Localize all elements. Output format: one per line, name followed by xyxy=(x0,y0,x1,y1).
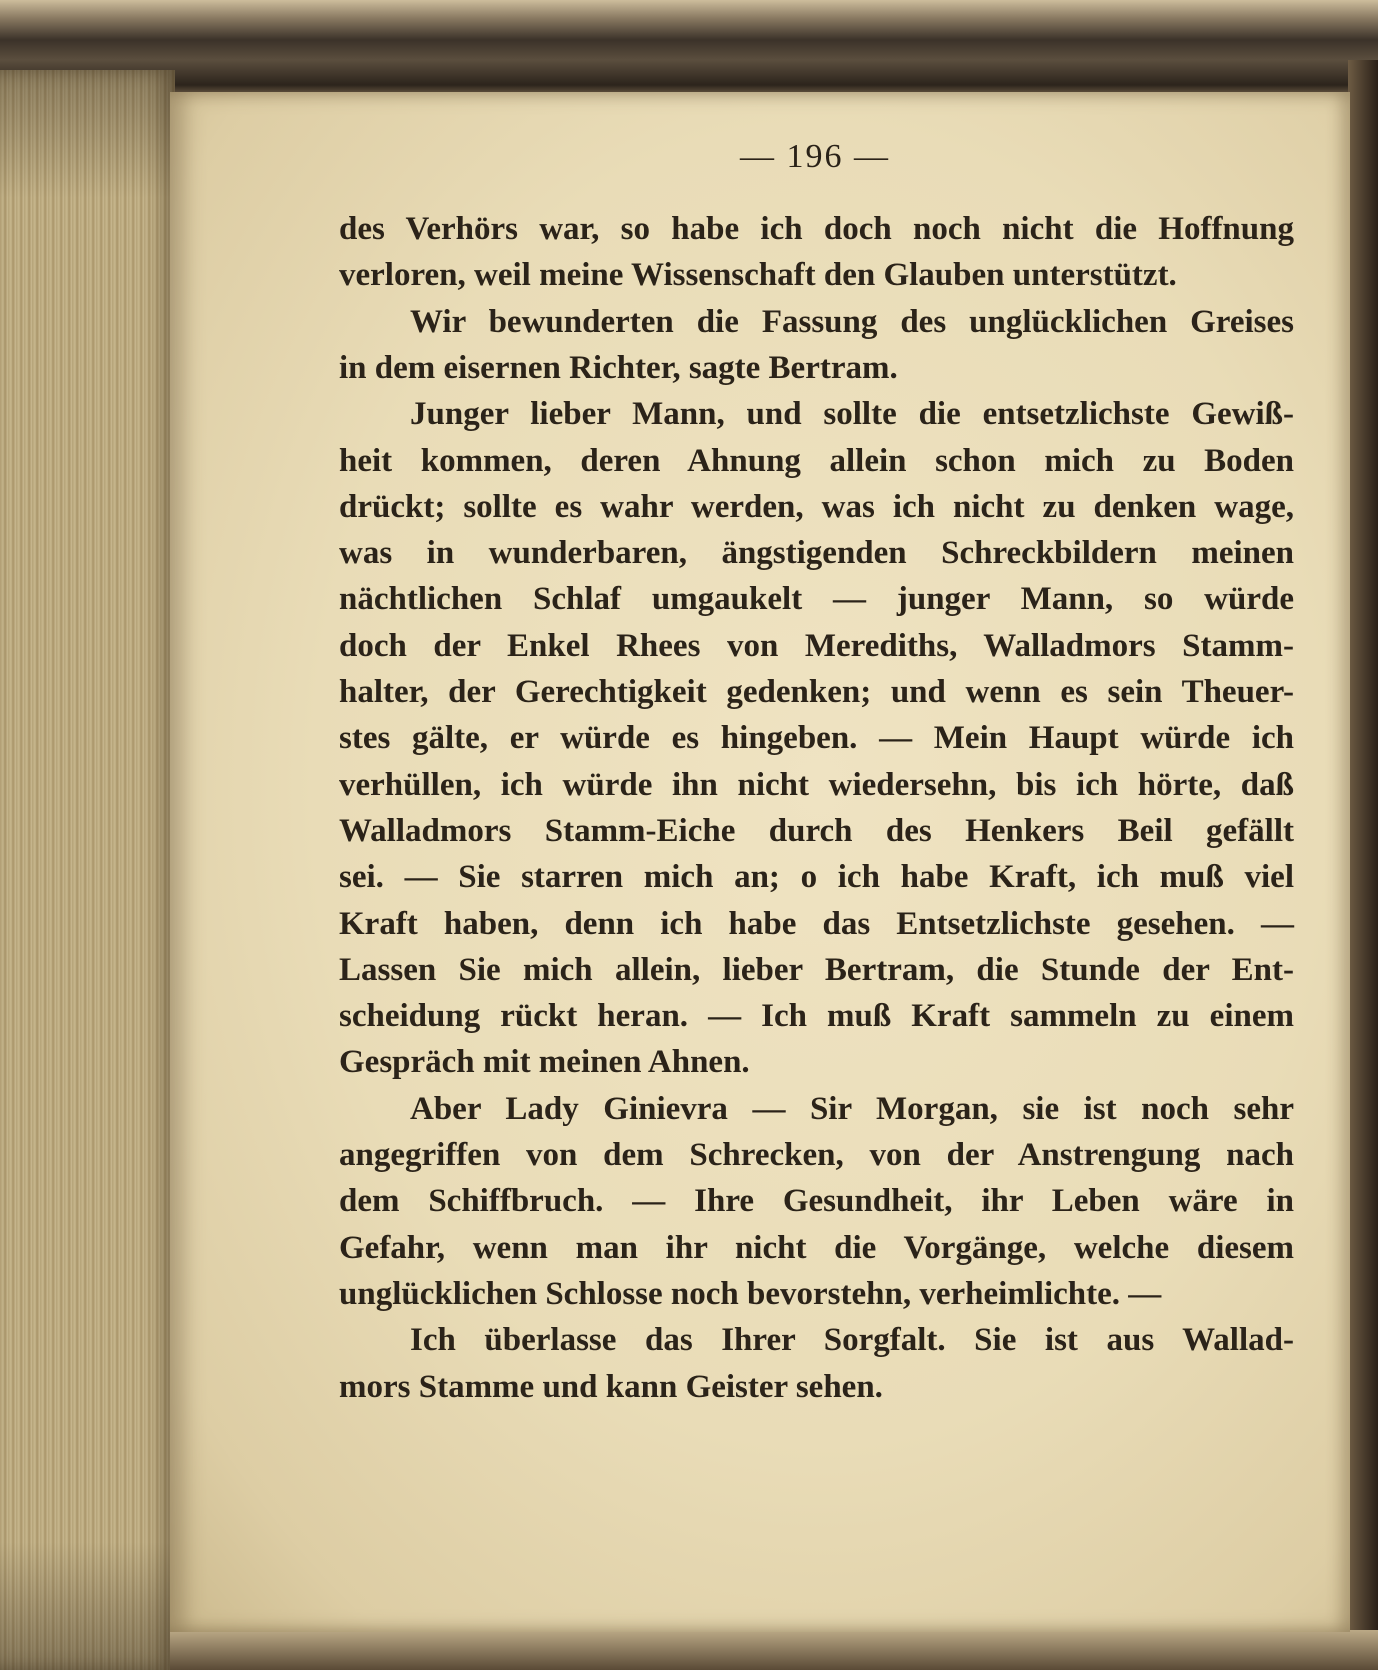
text-line: Ich überlasse das Ihrer Sorgfalt. Sie ist aus Wallad- xyxy=(410,1322,1294,1359)
page-number: — 196 — xyxy=(740,138,890,175)
text-line: verloren, weil meine Wissenschaft den Glauben unterstützt. xyxy=(339,257,1177,294)
text-line: Lassen Sie mich allein, lieber Bertram, die Stunde der Ent- xyxy=(339,951,1294,988)
text-line: doch der Enkel Rhees von Merediths, Walladmors Stamm- xyxy=(339,627,1294,664)
text-line: verhüllen, ich würde ihn nicht wiedersehn, bis ich hörte, daß xyxy=(339,766,1294,803)
book-bottom-edge xyxy=(170,1630,1378,1670)
text-line: drückt; sollte es wahr werden, was ich nicht zu denken wage, xyxy=(339,488,1294,525)
book-binding xyxy=(0,0,1378,95)
text-line: des Verhörs war, so habe ich doch noch nicht die Hoffnung xyxy=(339,211,1294,247)
text-line: mors Stamme und kann Geister sehen. xyxy=(339,1368,883,1405)
text-line: Gefahr, wenn man ihr nicht die Vorgänge, welche diesem xyxy=(339,1229,1294,1266)
text-line: nächtlichen Schlaf umgaukelt — junger Mann, so würde xyxy=(339,581,1294,618)
text-line: Gespräch mit meinen Ahnen. xyxy=(339,1044,750,1081)
text-line: dem Schiffbruch. — Ihre Gesundheit, ihr Leben wäre in xyxy=(339,1183,1294,1220)
text-line: sei. — Sie starren mich an; o ich habe Kraft, ich muß viel xyxy=(339,859,1294,896)
text-line: Junger lieber Mann, und sollte die entsetzlichste Gewiß- xyxy=(410,396,1294,433)
book-cover-edge xyxy=(1348,60,1378,1670)
text-line: stes gälte, er würde es hingeben. — Mein Haupt würde ich xyxy=(339,720,1294,757)
text-line: Aber Lady Ginievra — Sir Morgan, sie ist noch sehr xyxy=(410,1090,1294,1127)
text-line: Wir bewunderten die Fassung des unglücklichen Greises xyxy=(410,303,1294,340)
text-line: Kraft haben, denn ich habe das Entsetzlichste gesehen. — xyxy=(339,905,1294,942)
text-line: was in wunderbaren, ängstigenden Schreckbildern meinen xyxy=(339,535,1294,572)
text-line: heit kommen, deren Ahnung allein schon mich zu Boden xyxy=(339,442,1294,479)
text-line: in dem eisernen Richter, sagte Bertram. xyxy=(339,349,898,386)
text-line: Walladmors Stamm-Eiche durch des Henkers Beil gefällt xyxy=(339,812,1294,849)
text-line: angegriffen von dem Schrecken, von der Anstrengung nach xyxy=(339,1137,1294,1173)
page-edges-shade xyxy=(0,70,175,1670)
text-line: scheidung rückt heran. — Ich muß Kraft sammeln zu einem xyxy=(339,998,1294,1035)
text-line: halter, der Gerechtigkeit gedenken; und wenn es sein Theuer- xyxy=(339,674,1294,710)
text-line: unglücklichen Schlosse noch bevorstehn, verheimlichte. — xyxy=(339,1275,1162,1312)
